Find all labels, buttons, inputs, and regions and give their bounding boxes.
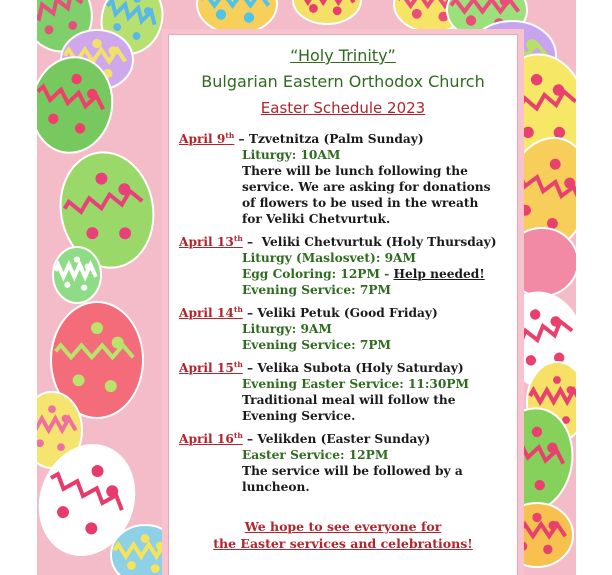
- event-detail: The service will be followed by a luncheon.: [242, 464, 467, 494]
- help-needed-note: Help needed!: [393, 267, 485, 281]
- schedule-title: Easter Schedule 2023: [260, 99, 426, 117]
- event-detail: Liturgy: 10AM: [242, 148, 341, 162]
- event-heading: April 9th – Tzvetnitza (Palm Sunday): [179, 130, 424, 146]
- easter-egg-icon: [53, 247, 101, 303]
- event-detail: Evening Easter Service: 11:30PM: [242, 377, 470, 391]
- event-date: April 15th: [179, 359, 243, 375]
- event-detail: Egg Coloring: 12PM - Help needed!: [242, 267, 485, 281]
- event-heading: April 14th – Veliki Petuk (Good Friday): [179, 304, 438, 320]
- event-heading: April 15th – Velika Subota (Holy Saturday): [179, 359, 464, 375]
- event-title: Veliki Chetvurtuk (Holy Thursday): [261, 235, 497, 249]
- church-name: “Holy Trinity”: [290, 46, 396, 65]
- event-date: April 14th: [179, 304, 243, 320]
- event-title: Veliki Petuk (Good Friday): [257, 306, 438, 320]
- event-title: Velika Subota (Holy Saturday): [257, 361, 464, 375]
- event-detail: Easter Service: 12PM: [242, 448, 389, 462]
- schedule-card: [168, 34, 518, 575]
- event-date: April 16th: [179, 430, 243, 446]
- event-detail: Liturgy (Maslosvet): 9AM: [242, 251, 416, 265]
- event-detail: There will be lunch following the service. We are asking for donations of flowers to be used in the wreath for Veliki Chetvurtuk.: [242, 164, 495, 226]
- closing-line-1: We hope to see everyone for: [244, 519, 442, 534]
- easter-egg-icon: [293, 0, 361, 24]
- event-list: [179, 131, 507, 495]
- event-title: Velikden (Easter Sunday): [257, 432, 431, 446]
- event-title: Tzvetnitza (Palm Sunday): [248, 132, 424, 146]
- event-detail: Evening Service: 7PM: [242, 283, 391, 297]
- event-detail: Liturgy: 9AM: [242, 322, 332, 336]
- event-date: April 9th: [179, 130, 235, 146]
- event-block: [179, 305, 507, 353]
- event-block: [179, 431, 507, 495]
- event-heading: April 16th – Velikden (Easter Sunday): [179, 430, 431, 446]
- event-block: [179, 131, 507, 227]
- event-detail: Traditional meal will follow the Evening Service.: [242, 393, 460, 423]
- event-block: [179, 234, 507, 298]
- schedule-panel: [162, 29, 524, 575]
- event-detail: Evening Service: 7PM: [242, 338, 391, 352]
- closing-message: [169, 518, 517, 552]
- closing-line-2: the Easter services and celebrations!: [213, 536, 473, 551]
- event-block: [179, 360, 507, 424]
- church-full-name: Bulgarian Eastern Orthodox Church: [201, 72, 485, 91]
- event-heading: April 13th – Veliki Chetvurtuk (Holy Thursday): [179, 233, 497, 249]
- easter-poster: [37, 0, 576, 575]
- event-date: April 13th: [179, 233, 243, 249]
